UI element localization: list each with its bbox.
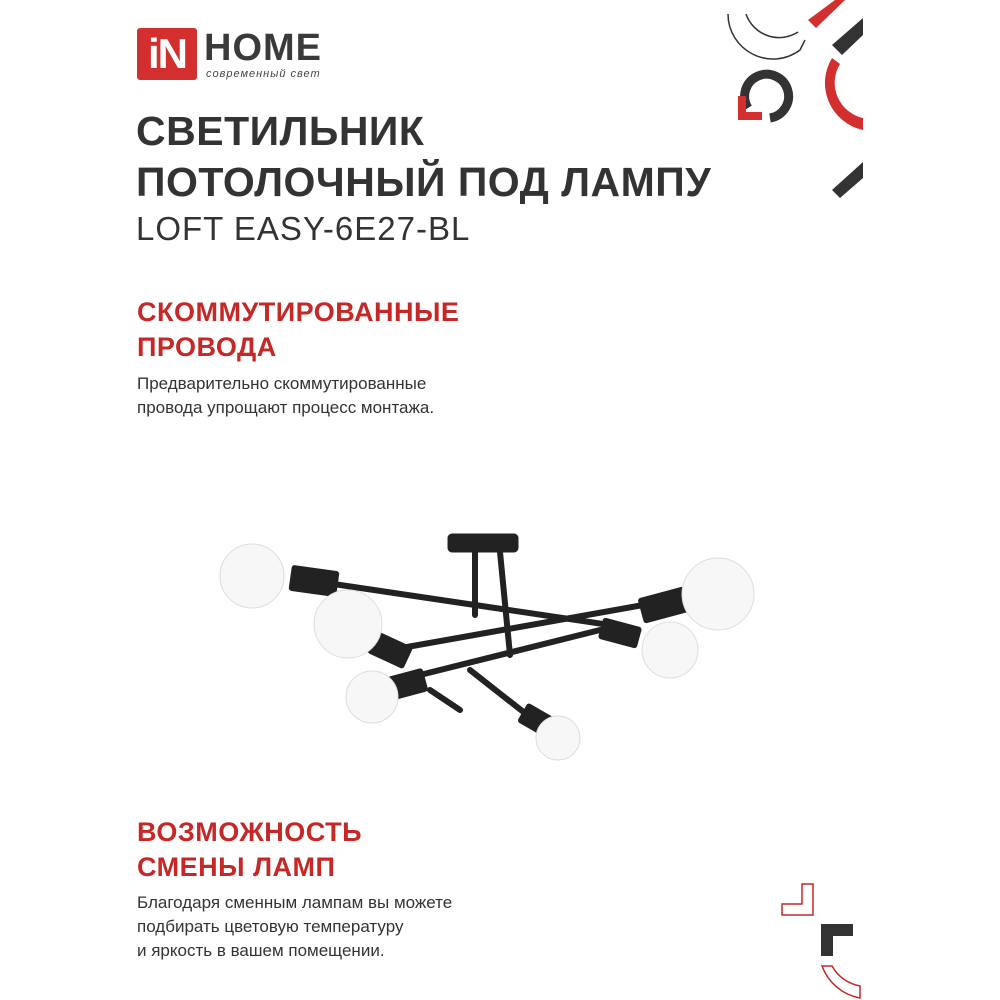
heading-line: ВОЗМОЖНОСТЬ bbox=[137, 817, 363, 847]
text-line: Благодаря сменным лампам вы можете bbox=[137, 893, 453, 912]
decorative-shapes-bottom bbox=[760, 860, 880, 1000]
title-line: СВЕТИЛЬНИК bbox=[136, 108, 425, 154]
brand-logo-word: HOME bbox=[204, 27, 322, 69]
heading-line: СМЕНЫ ЛАМП bbox=[137, 852, 336, 882]
brand-logo-mark: iN bbox=[137, 28, 197, 80]
text-line: и яркость в вашем помещении. bbox=[137, 941, 385, 960]
decorative-shapes-top bbox=[720, 0, 865, 200]
feature-text-lamps bbox=[137, 891, 452, 963]
chandelier-image bbox=[200, 520, 780, 780]
heading-line: ПРОВОДА bbox=[137, 332, 277, 362]
heading-line: СКОММУТИРОВАННЫЕ bbox=[137, 297, 460, 327]
feature-heading-lamps bbox=[137, 815, 362, 885]
product-title bbox=[136, 106, 711, 208]
text-line: подбирать цветовую температуру bbox=[137, 917, 404, 936]
brand-tagline: современный свет bbox=[206, 68, 321, 80]
feature-heading-wires bbox=[137, 295, 459, 365]
text-line: Предварительно скоммутированные bbox=[137, 374, 427, 393]
title-line: ПОТОЛОЧНЫЙ ПОД ЛАМПУ bbox=[136, 159, 712, 205]
product-model: LOFT EASY-6E27-BL bbox=[136, 210, 471, 247]
feature-text-wires bbox=[137, 372, 434, 420]
text-line: провода упрощают процесс монтажа. bbox=[137, 398, 435, 417]
